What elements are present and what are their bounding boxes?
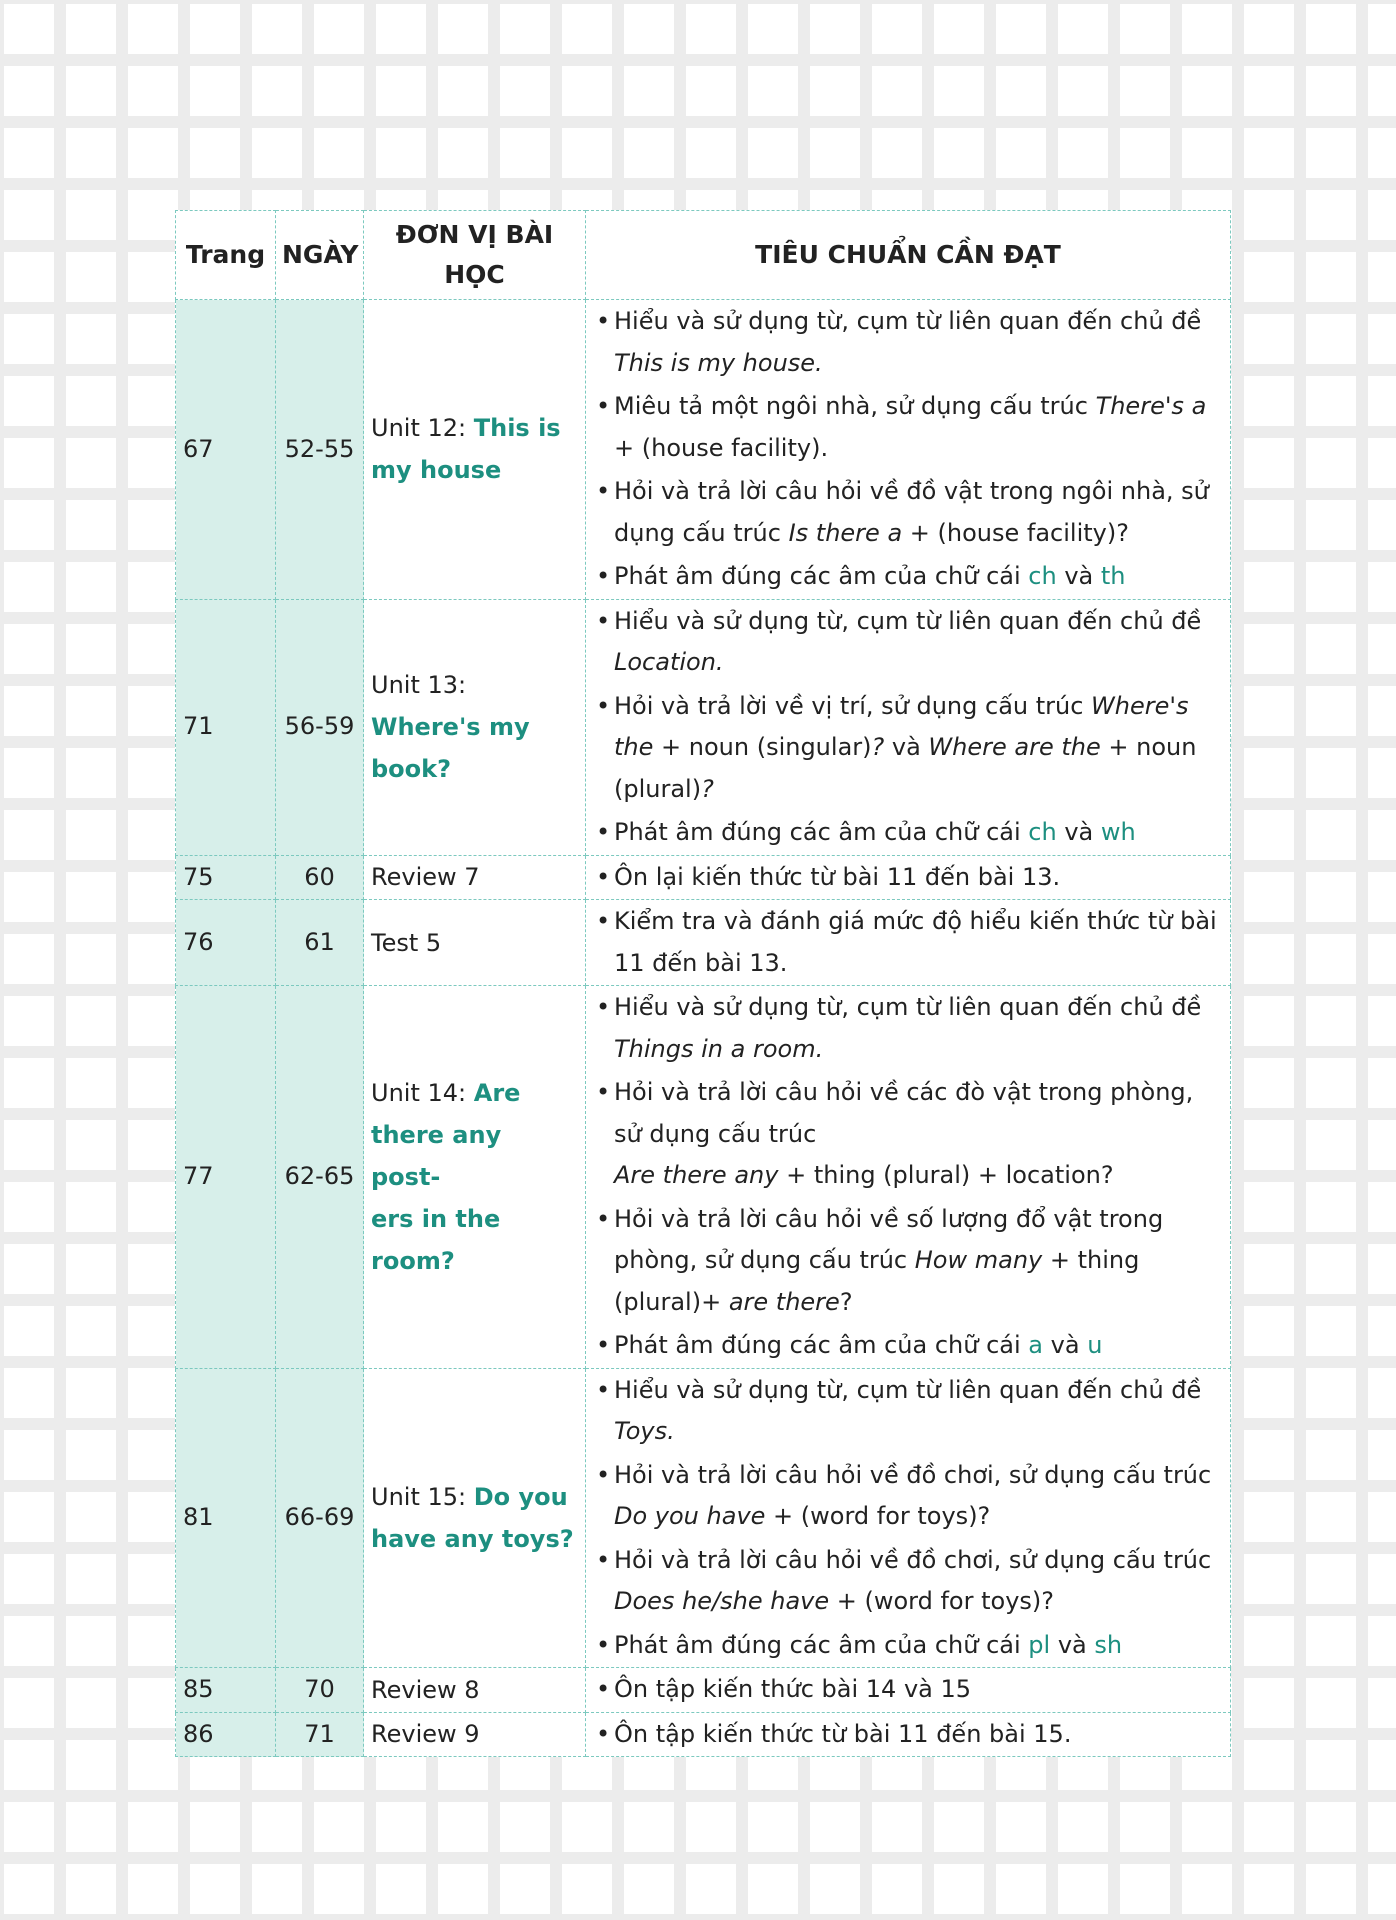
unit-prefix: Unit 14: [371, 1078, 474, 1107]
table-row [176, 1712, 1231, 1757]
table-row [176, 855, 1231, 900]
page-number: 85 [176, 1668, 276, 1713]
letter-highlight: ch [1028, 818, 1057, 846]
standards-cell [586, 599, 1231, 855]
italic-text: Location. [614, 648, 724, 676]
list-item [594, 1324, 1224, 1368]
day-range: 60 [276, 855, 364, 900]
table-header-row [176, 211, 1231, 300]
text: Hiểu và sử dụng từ, cụm từ liên quan đến chủ đề [614, 993, 1202, 1021]
table-row [176, 1668, 1231, 1713]
list-item [594, 1454, 1224, 1539]
unit-title: Where's my book? [371, 713, 530, 783]
list-item [594, 600, 1224, 685]
page-number: 67 [176, 300, 276, 600]
text: + thing (plural)+ [614, 1246, 1140, 1316]
page-number: 77 [176, 986, 276, 1369]
letter-highlight: u [1087, 1331, 1103, 1359]
unit-cell [364, 986, 586, 1369]
letter-highlight: wh [1100, 818, 1136, 846]
text: Hiểu và sử dụng từ, cụm từ liên quan đến chủ đề [614, 1375, 1202, 1404]
text: Hiểu và sử dụng từ, cụm từ liên quan đến chủ đề [614, 307, 1202, 335]
page-number: 81 [176, 1368, 276, 1668]
italic-text: How many [914, 1246, 1043, 1274]
header-unit: ĐƠN VỊ BÀI HỌC [364, 211, 586, 300]
standards-cell [586, 986, 1231, 1369]
header-standard: TIÊU CHUẨN CẦN ĐẠT [586, 211, 1231, 300]
italic-text: Is there a [788, 518, 903, 547]
text: Hỏi và trả lời câu hỏi về đồ chơi, sử dụng cấu trúc [614, 1545, 1212, 1574]
page-number: 76 [176, 900, 276, 986]
unit-cell [364, 1368, 586, 1668]
text: và [1050, 1630, 1095, 1659]
unit-cell [364, 599, 586, 855]
italic-text: Things in a room. [614, 1034, 824, 1063]
curriculum-page [175, 210, 1230, 1757]
standards-cell [586, 1712, 1231, 1757]
table-row [176, 900, 1231, 986]
list-item: • Ôn tập kiến thức bài 14 và 15 [594, 1668, 1224, 1712]
unit-prefix: Unit 15: [371, 1482, 474, 1511]
day-range: 70 [276, 1668, 364, 1713]
text: Hỏi và trả lời câu hỏi về số lượng đổ vật trong phòng, sử dụng cấu trúc [614, 1204, 1164, 1274]
italic-text: Where are the [928, 733, 1101, 761]
text: Phát âm đúng các âm của chữ cái [614, 818, 1029, 846]
day-range: 52-55 [276, 300, 364, 600]
unit-plain: Review 7 [364, 855, 586, 900]
letter-highlight: a [1028, 1331, 1044, 1359]
letter-highlight: pl [1028, 1630, 1051, 1659]
curriculum-table [175, 210, 1231, 1757]
italic-text: Where's the [614, 691, 1189, 761]
unit-title-line: there any post- [371, 1120, 502, 1191]
unit-plain: Review 8 [364, 1668, 586, 1713]
italic-text: This is my house. [614, 348, 823, 377]
standards-cell [586, 1368, 1231, 1668]
text: + (word for toys)? [829, 1587, 1055, 1615]
unit-prefix: Unit 13: [371, 671, 467, 699]
unit-title: Do you have any toys? [371, 1482, 574, 1553]
list-item [594, 986, 1224, 1071]
day-range: 61 [276, 900, 364, 986]
day-range: 66-69 [276, 1368, 364, 1668]
text: và [1056, 818, 1101, 846]
list-item [594, 1071, 1224, 1198]
text: Miêu tả một ngôi nhà, sử dụng cấu trúc [614, 392, 1096, 420]
text: Phát âm đúng các âm của chữ cái [614, 562, 1029, 590]
list-item [594, 1624, 1224, 1668]
page-number: 71 [176, 599, 276, 855]
text: Phát âm đúng các âm của chữ cái [614, 1630, 1029, 1659]
list-item [594, 811, 1224, 855]
italic-text: Does he/she have [614, 1587, 830, 1615]
day-range: 56-59 [276, 599, 364, 855]
unit-plain: Review 9 [364, 1712, 586, 1757]
list-item [594, 555, 1224, 599]
text: + (house facility)? [902, 518, 1129, 547]
italic-text: There's a [1095, 392, 1207, 420]
list-item [594, 1369, 1224, 1454]
text: Hỏi và trả lời câu hỏi về đồ vật trong ngôi nhà, sử dụng cấu trúc [614, 477, 1209, 547]
list-item: • Ôn tập kiến thức từ bài 11 đến bài 15. [594, 1713, 1224, 1757]
letter-highlight: ch [1028, 562, 1057, 590]
day-range: 71 [276, 1712, 364, 1757]
list-item: • Ôn lại kiến thức từ bài 11 đến bài 13. [594, 856, 1224, 900]
standards-cell [586, 900, 1231, 986]
list-item [594, 1539, 1224, 1624]
text: + (word for toys)? [765, 1502, 991, 1530]
list-item [594, 385, 1224, 470]
page-number: 75 [176, 855, 276, 900]
standards-cell [586, 1668, 1231, 1713]
text: + noun (singular) [653, 733, 872, 761]
italic-text: Do you have [614, 1502, 766, 1530]
text: Hỏi và trả lời câu hỏi về các đò vật trong phòng, sử dụng cấu trúc [614, 1078, 1194, 1148]
page-number: 86 [176, 1712, 276, 1757]
letter-highlight: sh [1094, 1630, 1123, 1659]
day-range: 62-65 [276, 986, 364, 1369]
list-item: • Kiểm tra và đánh giá mức độ hiểu kiến thức từ bài 11 đến bài 13. [594, 900, 1224, 985]
table-row [176, 300, 1231, 600]
italic-text: Toys. [614, 1417, 675, 1445]
table-row [176, 986, 1231, 1369]
header-day: NGÀY [276, 211, 364, 300]
text: và [1043, 1331, 1088, 1359]
header-page: Trang [176, 211, 276, 300]
table-row [176, 1368, 1231, 1668]
unit-title-line: ers in the room? [371, 1204, 501, 1275]
text: Hỏi và trả lời về vị trí, sử dụng cấu trúc [614, 691, 1092, 720]
unit-prefix: Unit 12: [371, 414, 474, 443]
list-item [594, 685, 1224, 812]
letter-highlight: th [1100, 562, 1126, 590]
table-row [176, 599, 1231, 855]
unit-plain: Test 5 [364, 900, 586, 986]
italic-text: Are there any [614, 1161, 779, 1189]
text: + noun (plural) [614, 733, 1197, 803]
unit-title-line: Are [473, 1078, 521, 1107]
text: ? [839, 1287, 853, 1316]
list-item [594, 470, 1224, 555]
italic-text: ? [871, 733, 885, 761]
standards-cell [586, 300, 1231, 600]
text: Hiểu và sử dụng từ, cụm từ liên quan đến chủ đề [614, 606, 1202, 635]
italic-text: are there [728, 1287, 840, 1316]
unit-cell [364, 300, 586, 600]
text: Phát âm đúng các âm của chữ cái [614, 1331, 1029, 1359]
text: Hỏi và trả lời câu hỏi về đồ chơi, sử dụng cấu trúc [614, 1460, 1212, 1489]
text: + (house facility). [614, 433, 829, 462]
text: và [1056, 562, 1101, 590]
italic-text: ? [701, 774, 714, 803]
text: + thing (plural) + location? [778, 1161, 1114, 1189]
unit-title: This is my house [371, 414, 561, 485]
list-item [594, 300, 1224, 385]
text: và [884, 733, 929, 761]
standards-cell [586, 855, 1231, 900]
list-item [594, 1198, 1224, 1325]
